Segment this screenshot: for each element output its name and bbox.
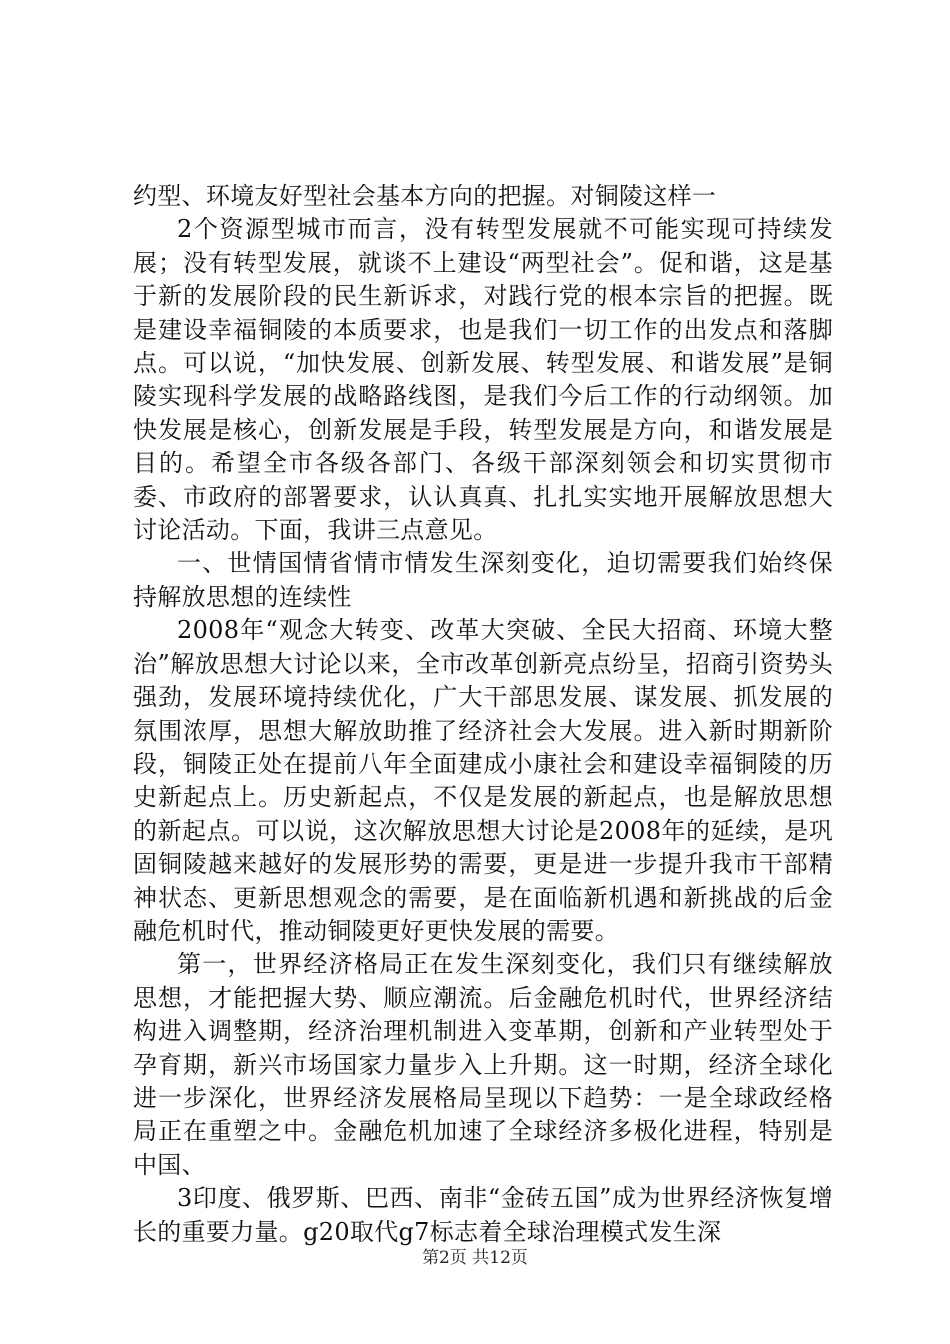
section-heading-1: 一、世情国情省情市情发生深刻变化，迫切需要我们始终保持解放思想的连续性 (133, 549, 833, 611)
paragraph-2: 2个资源型城市而言，没有转型发展就不可能实现可持续发展；没有转型发展，就谈不上建设“两型社会”。促和谐，这是基于新的发展阶段的民生新诉求，对践行党的根本宗旨的把握。既是建设幸福铜陵的本质要求，也是我们一切工作的出发点和落脚点。可以说，“加快发展、创新发展、转型发展、和谐发展”是铜陵实现科学发展的战略路线图，是我们今后工作的行动纲领。加快发展是核心，创新发展是手段，转型发展是方向，和谐发展是目的。希望全市各级各部门、各级干部深刻领会和切实贯彻市委、市政府的部署要求，认认真真、扎扎实实地开展解放思想大讨论活动。下面，我讲三点意见。 (133, 215, 833, 545)
page-number: 第2页 共12页 (422, 1248, 528, 1268)
paragraph-4: 第一，世界经济格局正在发生深刻变化，我们只有继续解放思想，才能把握大势、顺应潮流。后金融危机时代，世界经济结构进入调整期，经济治理机制进入变革期，创新和产业转型处于孕育期，新兴市场国家力量步入上升期。这一时期，经济全球化进一步深化，世界经济发展格局呈现以下趋势：一是全球政经格局正在重塑之中。金融危机加速了全球经济多极化进程，特别是中国、 (133, 950, 833, 1179)
paragraph-1: 约型、环境友好型社会基本方向的把握。对铜陵这样一 (133, 182, 717, 210)
page-footer (0, 1243, 950, 1268)
paragraph-5: 3印度、俄罗斯、巴西、南非“金砖五国”成为世界经济恢复增长的重要力量。g20取代g7标志着全球治理模式发生深 (133, 1184, 833, 1246)
paragraph-3: 2008年“观念大转变、改革大突破、全民大招商、环境大整治”解放思想大讨论以来，全市改革创新亮点纷呈，招商引资势头强劲，发展环境持续优化，广大干部思发展、谋发展、抓发展的氛围浓厚，思想大解放助推了经济社会大发展。进入新时期新阶段，铜陵正处在提前八年全面建成小康社会和建设幸福铜陵的历史新起点上。历史新起点，不仅是发展的新起点，也是解放思想的新起点。可以说，这次解放思想大讨论是2008年的延续，是巩固铜陵越来越好的发展形势的需要，更是进一步提升我市干部精神状态、更新思想观念的需要，是在面临新机遇和新挑战的后金融危机时代，推动铜陵更好更快发展的需要。 (133, 616, 833, 945)
document-body (133, 180, 833, 1249)
